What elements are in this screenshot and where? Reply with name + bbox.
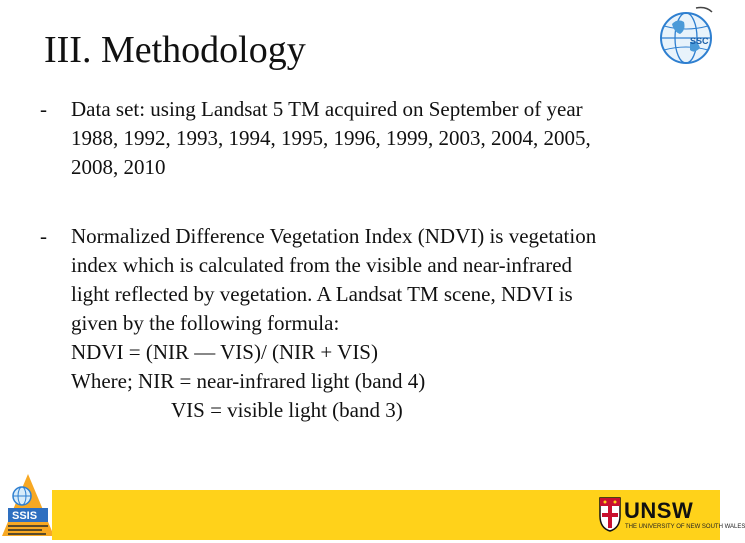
bullet-line: index which is calculated from the visible and near-infrared bbox=[71, 253, 573, 277]
unsw-logo-subtext: THE UNIVERSITY OF NEW SOUTH WALES bbox=[625, 524, 745, 530]
ssis-logo-icon bbox=[0, 472, 56, 538]
unsw-crest-icon bbox=[598, 496, 622, 532]
ssc-logo-text: SSC bbox=[690, 36, 709, 46]
ssis-logo-text: SSIS bbox=[12, 510, 38, 522]
unsw-logo-text: UNSW bbox=[624, 498, 694, 523]
bullet-marker: - bbox=[40, 97, 47, 121]
bullet-line: Data set: using Landsat 5 TM acquired on September of year bbox=[71, 97, 583, 121]
bullet-line: 2008, 2010 bbox=[71, 155, 166, 179]
unsw-logo bbox=[598, 496, 745, 534]
bullet-ndvi bbox=[40, 222, 596, 425]
bullet-line: light reflected by vegetation. A Landsat TM scene, NDVI is bbox=[71, 282, 573, 306]
formula-line: NDVI = (NIR — VIS)/ (NIR + VIS) bbox=[71, 340, 378, 364]
formula-where-line: Where; NIR = near-infrared light (band 4) bbox=[71, 369, 426, 393]
bullet-marker: - bbox=[40, 224, 47, 248]
bullet-line: given by the following formula: bbox=[71, 311, 340, 335]
formula-where-line: VIS = visible light (band 3) bbox=[171, 398, 403, 422]
bullet-line: Normalized Difference Vegetation Index (NDVI) is vegetation bbox=[71, 224, 597, 248]
bullet-line: 1988, 1992, 1993, 1994, 1995, 1996, 1999, 2003, 2004, 2005, bbox=[71, 126, 591, 150]
slide-title: III. Methodology bbox=[44, 29, 306, 71]
ssc-globe-logo-icon bbox=[656, 4, 714, 66]
bullet-dataset bbox=[40, 95, 591, 182]
